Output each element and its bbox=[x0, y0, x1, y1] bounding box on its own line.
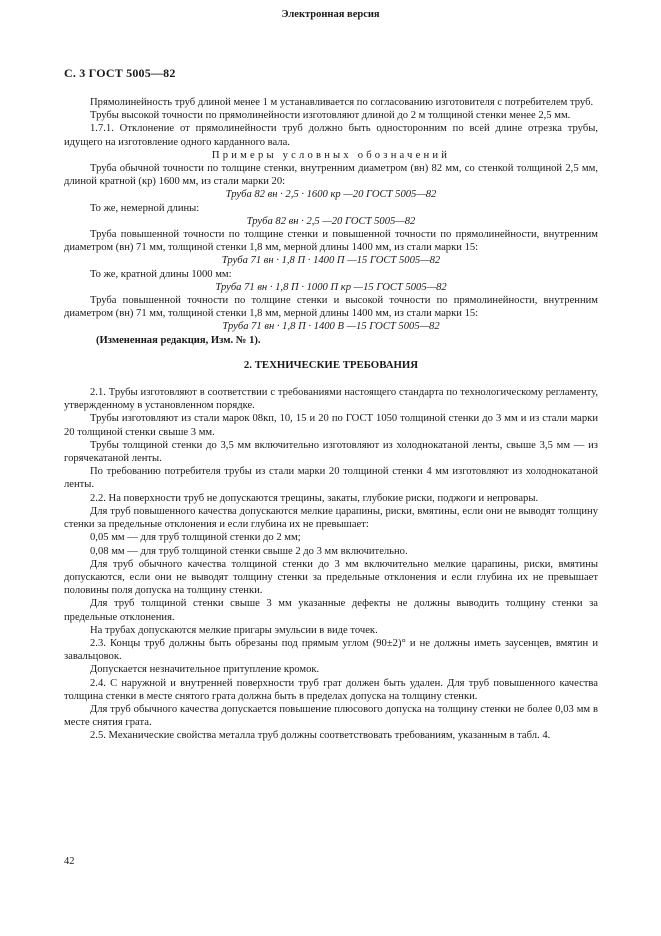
section-heading: 2. ТЕХНИЧЕСКИЕ ТРЕБОВАНИЯ bbox=[243, 358, 419, 371]
amendment-note: (Измененная редакция, Изм. № 1). bbox=[96, 334, 261, 346]
paragraph: 2.3. Концы труб должны быть обрезаны под прямым углом (90±2)° и не должны иметь заусенцев, вмятин и завальцовок. bbox=[64, 637, 598, 663]
paragraph: Для труб обычного качества толщиной стенки до 3 мм включительно мелкие царапины, риски, вмятины допускаются, если они не выводят толщину стенки за предельные отклонения и если глубина их не превышает половины поля допуска на толщину стенки. bbox=[64, 558, 598, 597]
document-body bbox=[64, 96, 598, 743]
paragraph: Труба обычной точности по толщине стенки, внутренним диаметром (вн) 82 мм, со стенкой толщиной 2,5 мм, длиной кратной (кр) 1600 мм, из стали марки 20: bbox=[64, 163, 598, 188]
paragraph: 2.1. Трубы изготовляют в соответствии с требованиями настоящего стандарта по технологическому регламенту, утвержденному в установленном порядке. bbox=[64, 387, 598, 412]
designation-formula: Труба 82 вн · 2,5 —20 ГОСТ 5005—82 bbox=[246, 215, 416, 227]
paragraph: Прямолинейность труб длиной менее 1 м устанавливается по согласованию изготовителя с потребителем труб. bbox=[90, 97, 594, 108]
paragraph: 1.7.1. Отклонение от прямолинейности труб должно быть односторонним по всей длине отрезка трубы, идущего на изготовление одного карданного вала. bbox=[64, 123, 598, 148]
paragraph: 0,08 мм — для труб толщиной стенки свыше 2 до 3 мм включительно. bbox=[90, 545, 408, 557]
examples-heading: Примеры условных обозначений bbox=[211, 149, 451, 161]
paragraph: Трубы изготовляют из стали марок 08кп, 10, 15 и 20 по ГОСТ 1050 толщиной стенки до 3 мм и из стали марки 20 толщиной стенки свыше 3 мм. bbox=[64, 413, 598, 438]
page-number: 42 bbox=[64, 856, 75, 867]
paragraph: Для труб повышенного качества допускаются мелкие царапины, риски, вмятины, если они не выводят толщину стенки за предельные отклонения и если глубина их не превышает: bbox=[64, 505, 598, 531]
designation-formula: Труба 71 вн · 1,8 П · 1400 П —15 ГОСТ 5005—82 bbox=[221, 255, 441, 267]
paragraph: 2.4. С наружной и внутренней поверхности труб грат должен быть удален. Для труб повышенного качества толщина стенки в месте снятого грата должна быть в пределах допуска на толщину стенки. bbox=[64, 677, 598, 702]
paragraph: 2.5. Механические свойства металла труб должны соответствовать требованиям, указанным в табл. 4. bbox=[90, 730, 551, 742]
page-header: С. 3 ГОСТ 5005—82 bbox=[64, 66, 176, 80]
paragraph: Допускается незначительное притупление кромок. bbox=[90, 664, 320, 676]
paragraph: Труба повышенной точности по толщине стенки и повышенной точности по прямолинейности, внутренним диаметром (вн) 71 мм, толщиной стенки 1,8 мм, мерной длины 1400 мм, из стали марки 15: bbox=[64, 229, 598, 254]
paragraph: Трубы толщиной стенки до 3,5 мм включительно изготовляют из холоднокатаной ленты, свыше 3,5 мм — из горячекатаной ленты. bbox=[64, 439, 598, 465]
paragraph: Труба повышенной точности по толщине стенки и высокой точности по прямолинейности, внутренним диаметром (вн) 71 мм, толщиной стенки 1,8 мм, мерной длины 1400 мм, из стали марки 15: bbox=[64, 295, 598, 320]
paragraph: То же, кратной длины 1000 мм: bbox=[90, 268, 232, 280]
paragraph: Для труб обычного качества допускается повышение плюсового допуска на толщину стенки не более 0,03 мм в месте снятия грата. bbox=[64, 703, 598, 729]
designation-formula: Труба 71 вн · 1,8 П · 1400 В —15 ГОСТ 5005—82 bbox=[222, 321, 440, 333]
designation-formula: Труба 71 вн · 1,8 П · 1000 П кр —15 ГОСТ 5005—82 bbox=[215, 281, 447, 293]
designation-formula: Труба 82 вн · 2,5 · 1600 кр —20 ГОСТ 5005—82 bbox=[225, 189, 437, 201]
paragraph: Для труб толщиной стенки свыше 3 мм указанные дефекты не должны выводить толщину стенки за предельные отклонения. bbox=[64, 598, 598, 623]
paragraph: 2.2. На поверхности труб не допускаются трещины, закаты, глубокие риски, поджоги и непровары. bbox=[90, 492, 539, 504]
paragraph: По требованию потребителя трубы из стали марки 20 толщиной стенки 4 мм изготовляют из холоднокатаной ленты. bbox=[64, 466, 598, 491]
paragraph: Трубы высокой точности по прямолинейности изготовляют длиной до 2 м толщиной стенки менее 2,5 мм. bbox=[90, 110, 571, 122]
paragraph: На трубах допускаются мелкие пригары эмульсии в виде точек. bbox=[90, 624, 378, 636]
paragraph: То же, немерной длины: bbox=[90, 202, 200, 214]
electronic-version-banner: Электронная версия bbox=[281, 9, 380, 20]
paragraph: 0,05 мм — для труб толщиной стенки до 2 мм; bbox=[90, 532, 301, 544]
